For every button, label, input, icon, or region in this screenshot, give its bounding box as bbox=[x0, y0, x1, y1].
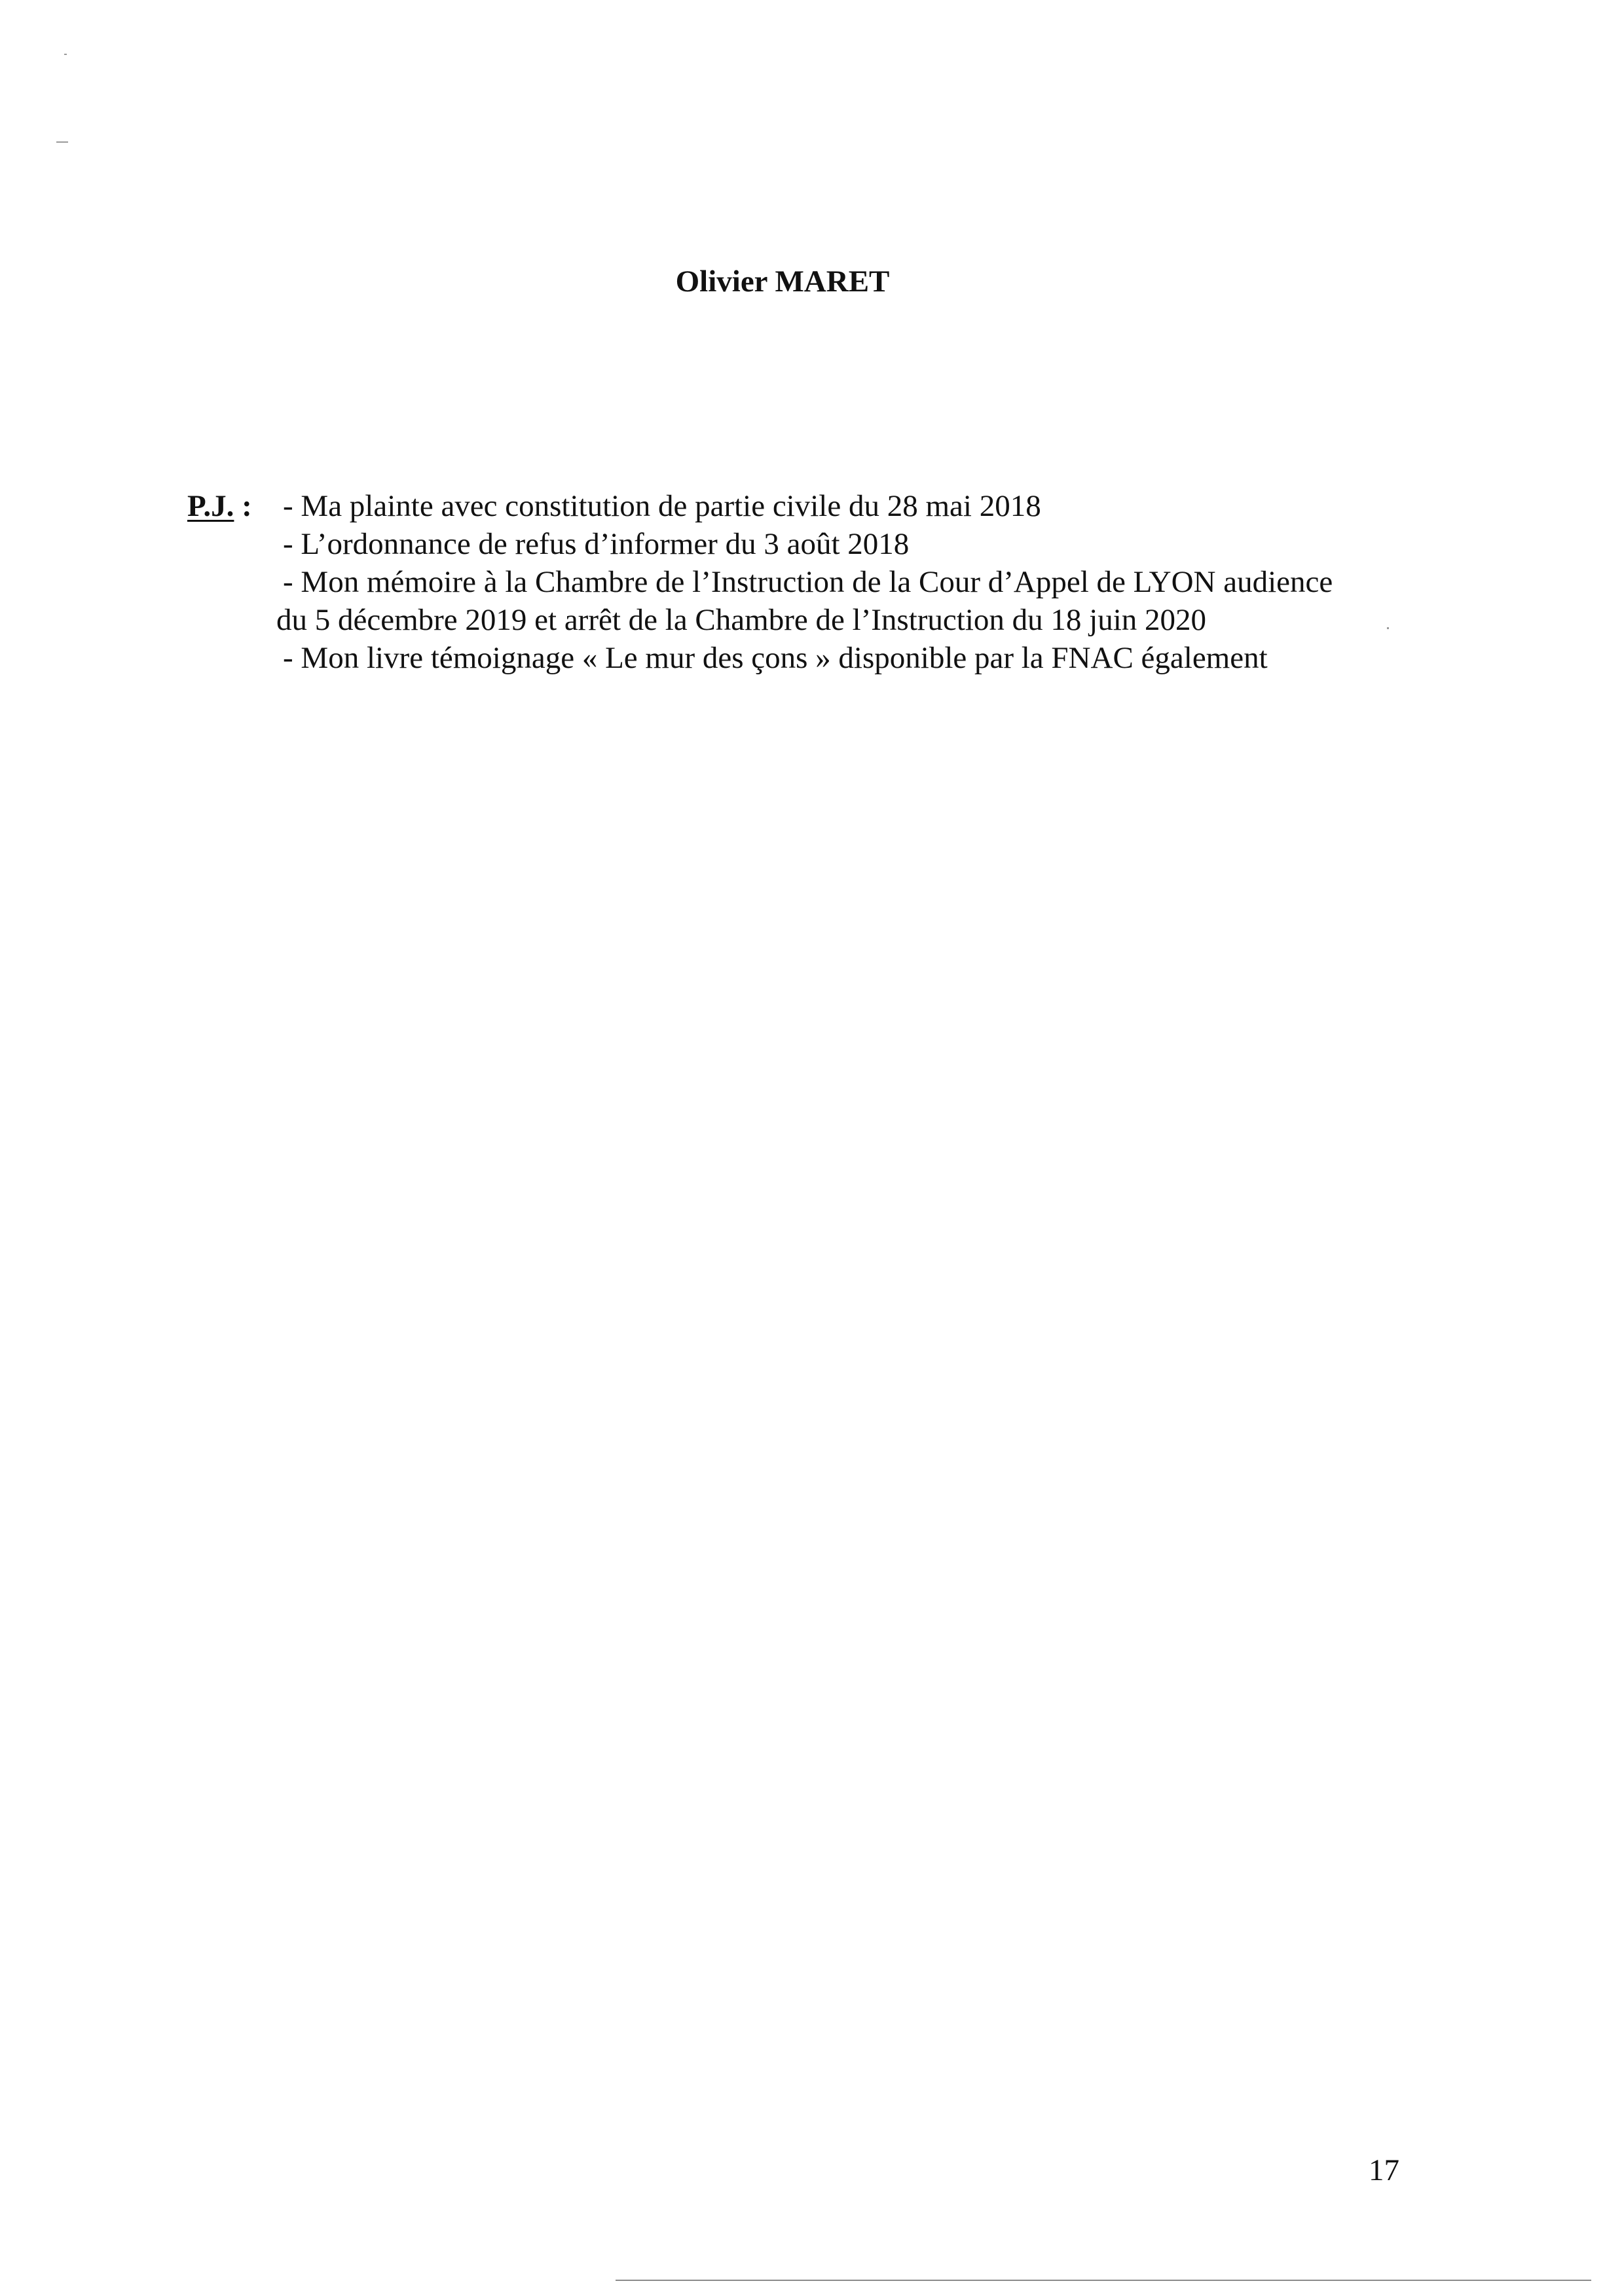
attachment-item-book bbox=[283, 639, 1462, 677]
attachment-text: - L’ordonnance de refus d’informer du 3 août 2018 bbox=[283, 527, 910, 561]
attachment-text: - Mon mémoire à la Chambre de l’Instruction de la Cour d’Appel de LYON audience bbox=[283, 565, 1333, 599]
scan-speck bbox=[56, 141, 68, 143]
scan-speck bbox=[64, 54, 67, 55]
attachments-list bbox=[276, 487, 1462, 677]
attachment-item-memoire bbox=[276, 563, 1462, 639]
scan-speck bbox=[1387, 627, 1389, 629]
page-number: 17 bbox=[1369, 2153, 1399, 2187]
attachment-text-continuation: du 5 décembre 2019 et arrêt de la Chambre de l’Instruction du 18 juin 2020 bbox=[276, 603, 1207, 637]
attachment-text: - Mon livre témoignage « Le mur des çons » disponible par la FNAC également bbox=[283, 641, 1268, 675]
attachment-item-complaint bbox=[283, 487, 1462, 525]
attachments-label bbox=[187, 487, 252, 525]
signature-name: Olivier MARET bbox=[675, 264, 890, 299]
attachment-text: - Ma plainte avec constitution de partie civile du 28 mai 2018 bbox=[283, 489, 1041, 523]
attachments-label-text: P.J. bbox=[187, 489, 234, 523]
attachments-label-separator: : bbox=[234, 489, 252, 523]
scan-edge-line bbox=[616, 2280, 1591, 2281]
attachment-item-ordinance bbox=[283, 525, 1462, 563]
